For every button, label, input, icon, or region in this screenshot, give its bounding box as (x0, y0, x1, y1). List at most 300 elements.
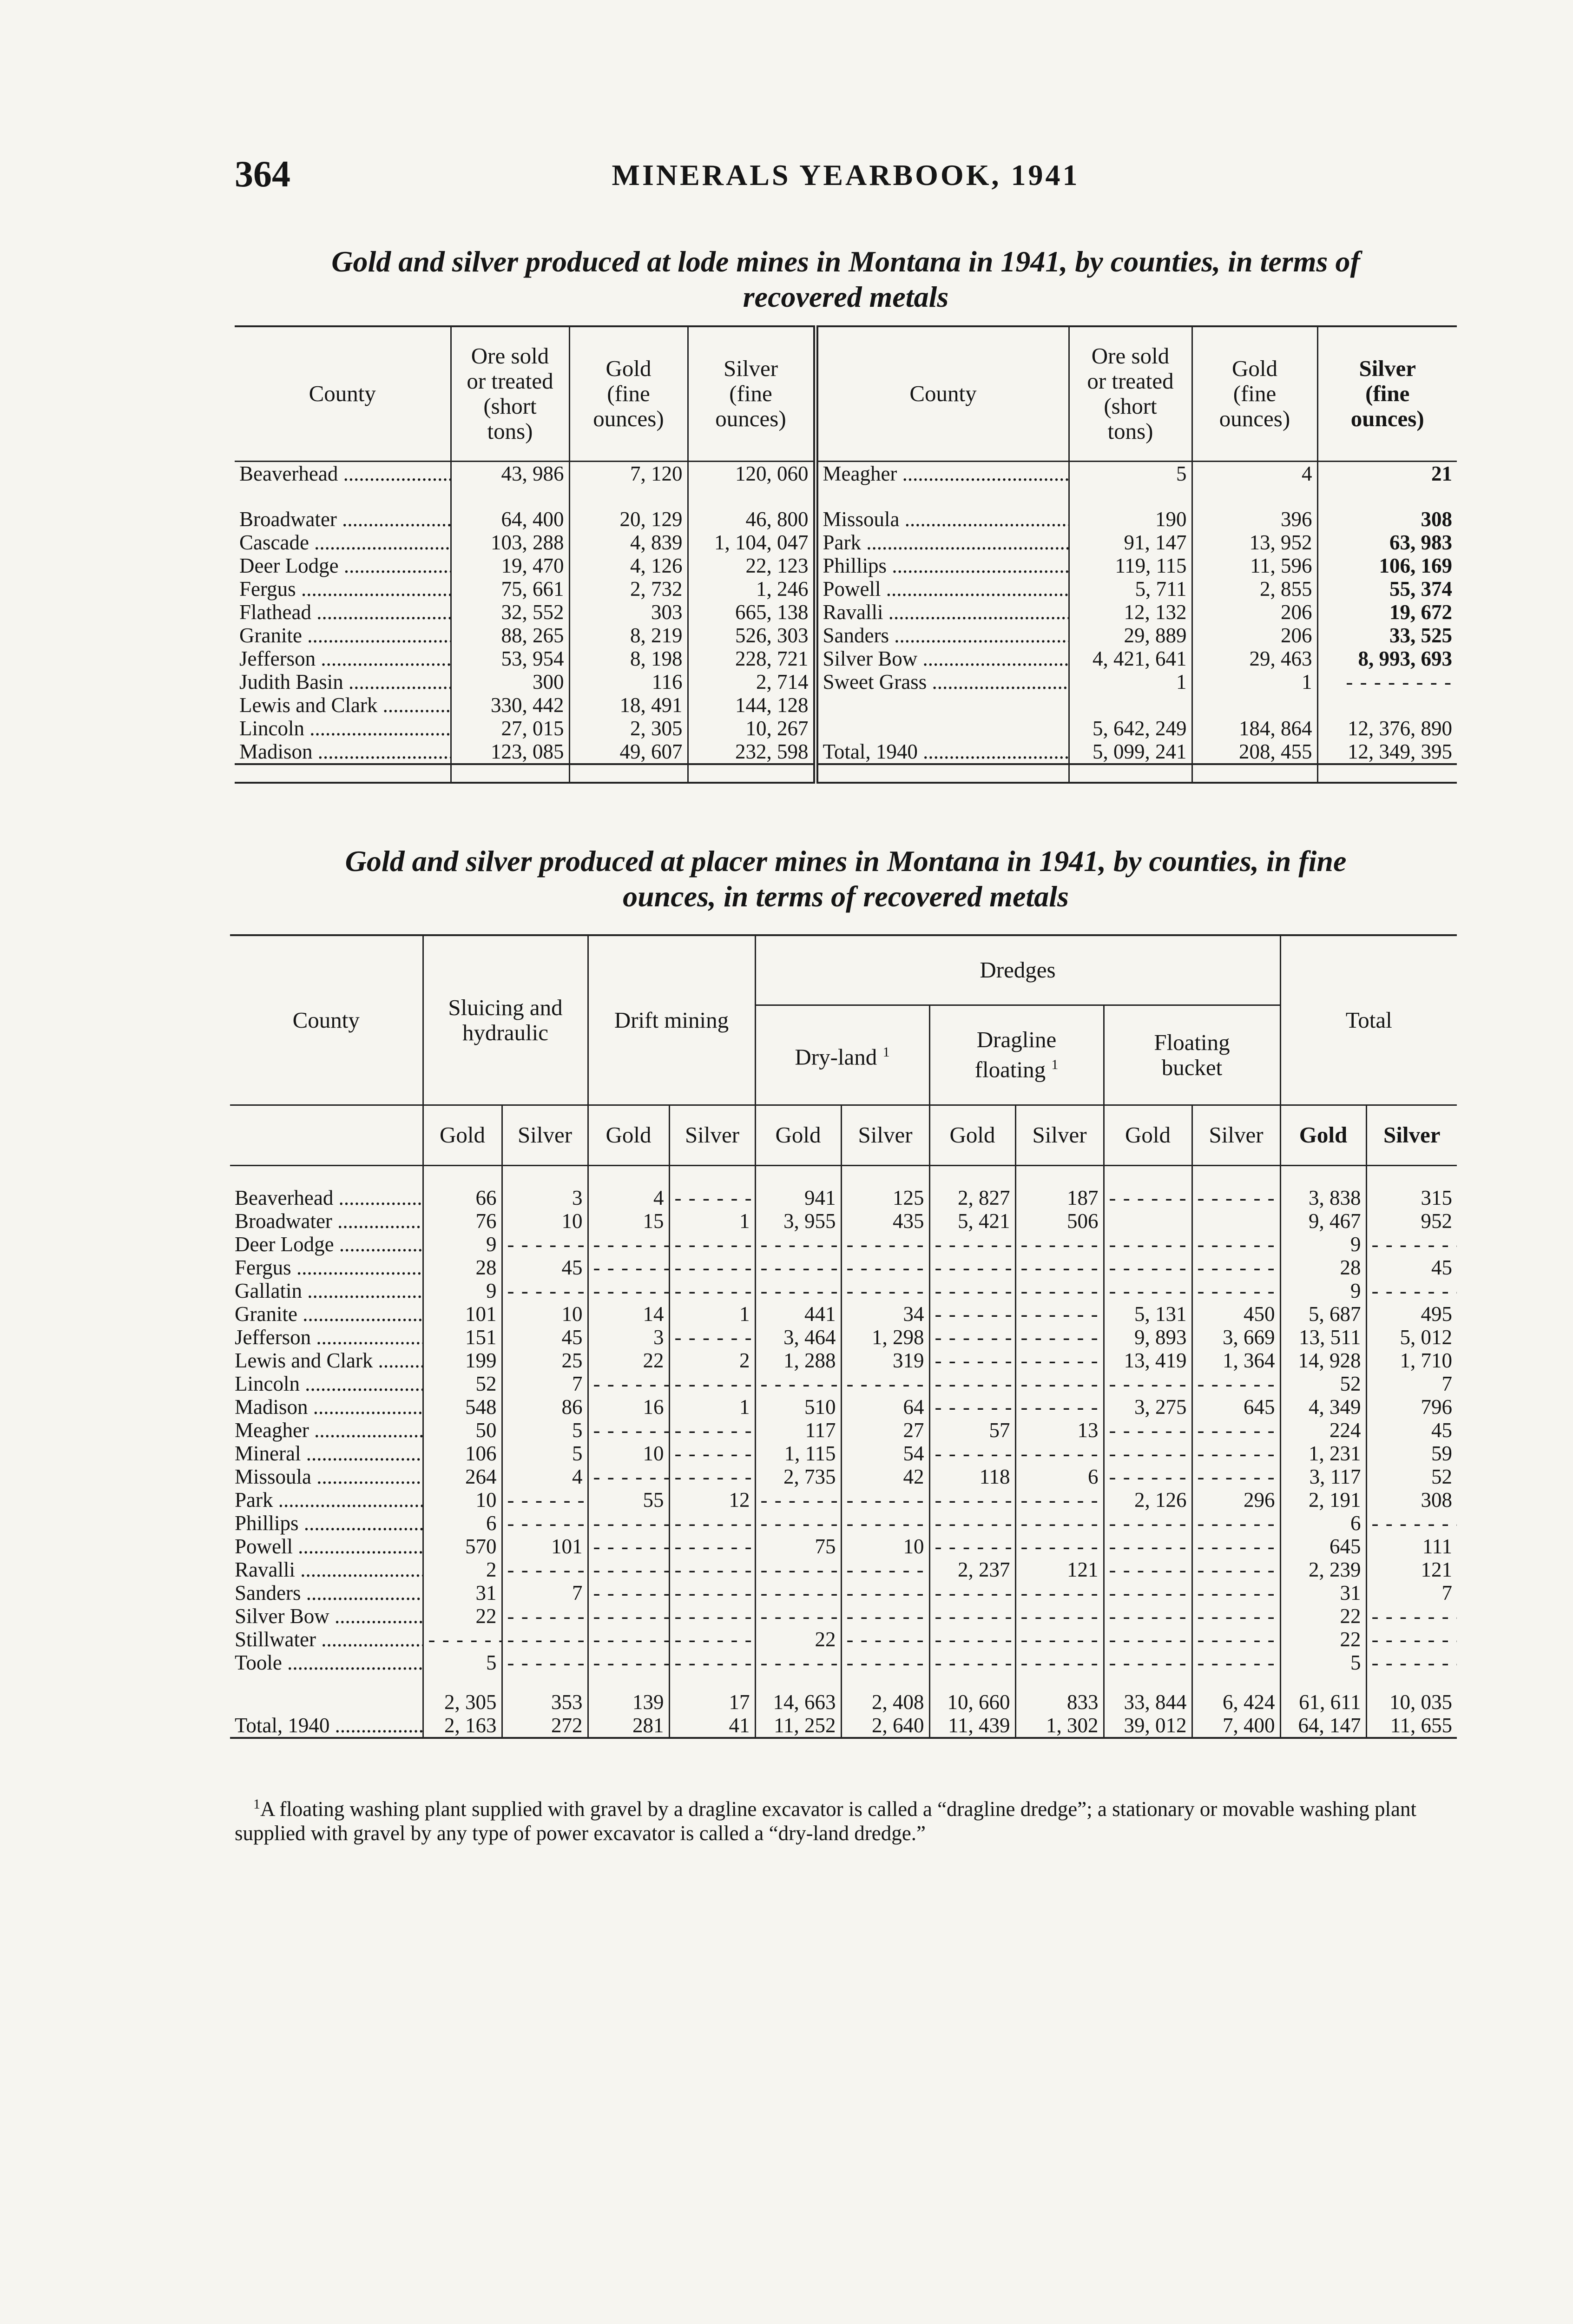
total-1940-cell: 7, 400 (1192, 1714, 1280, 1738)
dash-placeholder (669, 1465, 755, 1488)
blank-cell (1192, 764, 1317, 783)
total-silver: 12, 376, 890 (1317, 717, 1457, 740)
silver-cell: 106, 169 (1317, 554, 1457, 577)
county-name: Powell ..... (230, 1535, 423, 1558)
value-cell: 12 (669, 1488, 755, 1512)
total-1940-cell: 11, 439 (929, 1714, 1015, 1738)
value-cell: 45 (502, 1256, 588, 1279)
lode-row (235, 577, 1457, 601)
lode-row (235, 601, 1457, 624)
dash-placeholder (588, 1628, 669, 1651)
lode-row (235, 647, 1457, 670)
blank-cell (502, 1165, 588, 1186)
gold-cell: 20, 129 (569, 508, 688, 531)
gold-cell: 206 (1192, 601, 1317, 624)
dash-placeholder (1192, 1186, 1280, 1209)
gold-col-header: Gold (423, 1105, 502, 1165)
silver-col-header: Silver (1015, 1105, 1104, 1165)
total-cell: 10, 035 (1366, 1690, 1457, 1714)
dash-placeholder (1015, 1581, 1104, 1604)
value-cell: 118 (929, 1465, 1015, 1488)
gold-cell: 7, 120 (569, 461, 688, 508)
dash-placeholder (1366, 1604, 1457, 1628)
value-cell: 22 (755, 1628, 841, 1651)
placer-row (230, 1558, 1457, 1581)
dash-placeholder (1015, 1326, 1104, 1349)
value-cell: 9 (423, 1233, 502, 1256)
county-name: Park ..... (816, 531, 1069, 554)
silver-cell: 46, 800 (688, 508, 816, 531)
county-name: Fergus ..... (235, 577, 451, 601)
ore-cell: 4, 421, 641 (1069, 647, 1192, 670)
placer-title-line1: Gold and silver produced at placer mines in Montana in 1941, by counties, in fine (345, 845, 1347, 878)
silver-cell: 21 (1317, 461, 1457, 508)
ore-cell: 27, 015 (451, 717, 569, 740)
dash-placeholder (1015, 1233, 1104, 1256)
dash-placeholder (1015, 1512, 1104, 1535)
value-cell: 645 (1280, 1535, 1366, 1558)
blank-cell (1104, 1674, 1192, 1690)
gold-cell: 13, 952 (1192, 531, 1317, 554)
value-cell: 10 (502, 1302, 588, 1326)
total-ore: 5, 642, 249 (1069, 717, 1192, 740)
dash-placeholder (841, 1372, 929, 1395)
county-name: Judith Basin ..... (235, 670, 451, 693)
value-cell: 3, 464 (755, 1326, 841, 1349)
dash-placeholder (755, 1256, 841, 1279)
value-cell: 10 (841, 1535, 929, 1558)
dash-placeholder (669, 1581, 755, 1604)
gold-cell: 4 (1192, 461, 1317, 508)
dash-placeholder (929, 1395, 1015, 1419)
blank-cell (1192, 1165, 1280, 1186)
lode-table-title (235, 244, 1457, 315)
county-name: Deer Lodge ..... (235, 554, 451, 577)
spacer-row (230, 1674, 1457, 1690)
total-cell: 14, 663 (755, 1690, 841, 1714)
value-cell: 2 (669, 1349, 755, 1372)
value-cell: 28 (1280, 1256, 1366, 1279)
ore-cell: 190 (1069, 508, 1192, 531)
placer-total-row (230, 1690, 1457, 1714)
dash-placeholder (1015, 1488, 1104, 1512)
value-cell: 25 (502, 1349, 588, 1372)
county-name: Deer Lodge ..... (230, 1233, 423, 1256)
dash-placeholder (588, 1651, 669, 1674)
dash-placeholder (588, 1604, 669, 1628)
value-cell: 5 (502, 1419, 588, 1442)
value-cell: 506 (1015, 1209, 1104, 1233)
silver-cell: 120, 060 (688, 461, 816, 508)
blank-cell (1366, 1165, 1457, 1186)
dash-placeholder (929, 1628, 1015, 1651)
placer-title-line2: ounces, in terms of recovered metals (623, 880, 1069, 913)
dash-placeholder (502, 1558, 588, 1581)
county-name: Meagher ..... (230, 1419, 423, 1442)
ore-cell: 5 (1069, 461, 1192, 508)
county-name: Sanders ..... (230, 1581, 423, 1604)
dash-placeholder (669, 1558, 755, 1581)
blank-cell (1069, 764, 1192, 783)
county-name: Missoula ..... (230, 1465, 423, 1488)
dash-placeholder (929, 1349, 1015, 1372)
value-cell: 42 (841, 1465, 929, 1488)
placer-total-header: Total (1280, 935, 1457, 1105)
value-cell: 125 (841, 1186, 929, 1209)
silver-col-header: Silver (1192, 1105, 1280, 1165)
blank-cell (1317, 693, 1457, 717)
value-cell: 22 (588, 1349, 669, 1372)
dash-placeholder (502, 1233, 588, 1256)
placer-row (230, 1488, 1457, 1512)
value-cell: 5, 687 (1280, 1302, 1366, 1326)
value-cell: 5, 012 (1366, 1326, 1457, 1349)
total-1940-cell: 281 (588, 1714, 669, 1738)
blank-cell (1192, 693, 1317, 717)
silver-cell: 2, 714 (688, 670, 816, 693)
value-cell: 9 (423, 1279, 502, 1302)
county-name: Powell ..... (816, 577, 1069, 601)
blank-cell (1280, 1165, 1366, 1186)
total-cell: 17 (669, 1690, 755, 1714)
value-cell: 5 (1280, 1651, 1366, 1674)
blank-cell (1366, 1674, 1457, 1690)
gold-cell: 396 (1192, 508, 1317, 531)
lode-gold-header: Gold (fine ounces) (569, 326, 688, 461)
ore-cell: 64, 400 (451, 508, 569, 531)
dash-placeholder (1104, 1465, 1192, 1488)
county-name: Broadwater ..... (235, 508, 451, 531)
dash-placeholder (1104, 1628, 1192, 1651)
total-1940-cell: 2, 163 (423, 1714, 502, 1738)
county-name: Beaverhead ..... (235, 461, 451, 508)
dash-placeholder (755, 1558, 841, 1581)
county-name: Granite ..... (235, 624, 451, 647)
silver-cell: 228, 721 (688, 647, 816, 670)
dash-placeholder (1317, 670, 1457, 693)
county-name: Stillwater ..... (230, 1628, 423, 1651)
value-cell: 319 (841, 1349, 929, 1372)
value-cell: 315 (1366, 1186, 1457, 1209)
dash-placeholder (502, 1512, 588, 1535)
silver-col-header: Silver (502, 1105, 588, 1165)
dash-placeholder (669, 1651, 755, 1674)
value-cell: 435 (841, 1209, 929, 1233)
silver-cell: 144, 128 (688, 693, 816, 717)
total-cell: 353 (502, 1690, 588, 1714)
ore-cell: 53, 954 (451, 647, 569, 670)
value-cell: 54 (841, 1442, 929, 1465)
value-cell: 2 (423, 1558, 502, 1581)
total-1940-gold: 208, 455 (1192, 740, 1317, 764)
ore-cell: 29, 889 (1069, 624, 1192, 647)
dash-placeholder (841, 1488, 929, 1512)
value-cell: 7 (1366, 1372, 1457, 1395)
placer-row (230, 1628, 1457, 1651)
dash-placeholder (841, 1581, 929, 1604)
placer-floating-header: Floating bucket (1104, 1005, 1280, 1105)
ore-cell: 119, 115 (1069, 554, 1192, 577)
dash-placeholder (1104, 1186, 1192, 1209)
ore-cell: 19, 470 (451, 554, 569, 577)
value-cell: 6 (423, 1512, 502, 1535)
placer-row (230, 1512, 1457, 1535)
placer-row (230, 1442, 1457, 1465)
value-cell: 1 (669, 1209, 755, 1233)
silver-cell: 55, 374 (1317, 577, 1457, 601)
dash-placeholder (929, 1442, 1015, 1465)
value-cell: 3, 669 (1192, 1326, 1280, 1349)
silver-col-header: Silver (841, 1105, 929, 1165)
dash-placeholder (1015, 1279, 1104, 1302)
blank-cell (1280, 1674, 1366, 1690)
value-cell: 31 (423, 1581, 502, 1604)
value-cell: 9, 893 (1104, 1326, 1192, 1349)
total-cell: 139 (588, 1690, 669, 1714)
ore-cell: 300 (451, 670, 569, 693)
dash-placeholder (588, 1465, 669, 1488)
running-head: MINERALS YEARBOOK, 1941 (612, 158, 1080, 191)
footnote-mark: 1 (253, 1796, 260, 1812)
ore-cell: 32, 552 (451, 601, 569, 624)
placer-row (230, 1233, 1457, 1256)
placer-dragline-header: Dragline floating $^1$ (929, 1005, 1104, 1105)
dash-placeholder (929, 1279, 1015, 1302)
total-cell: 6, 424 (1192, 1690, 1280, 1714)
blank-cell (669, 1674, 755, 1690)
ore-cell: 75, 661 (451, 577, 569, 601)
value-cell: 34 (841, 1302, 929, 1326)
blank-cell (841, 1674, 929, 1690)
total-1940-cell: 1, 302 (1015, 1714, 1104, 1738)
dash-placeholder (755, 1581, 841, 1604)
dash-placeholder (1104, 1233, 1192, 1256)
blank-cell (230, 1165, 423, 1186)
gold-cell: 303 (569, 601, 688, 624)
lode-row (235, 531, 1457, 554)
county-name: Park ..... (230, 1488, 423, 1512)
county-name: Meagher ..... (816, 461, 1069, 508)
county-name: Granite ..... (230, 1302, 423, 1326)
gold-cell: 1 (1192, 670, 1317, 693)
placer-row (230, 1256, 1457, 1279)
value-cell: 13, 419 (1104, 1349, 1192, 1372)
blank-cell (841, 1165, 929, 1186)
lode-row (235, 670, 1457, 693)
blank-cell (929, 1674, 1015, 1690)
lode-silver-header-right: Silver (fine ounces) (1317, 326, 1457, 461)
dash-placeholder (1192, 1651, 1280, 1674)
dash-placeholder (929, 1372, 1015, 1395)
lode-silver-header: Silver (fine ounces) (688, 326, 816, 461)
value-cell: 6 (1015, 1465, 1104, 1488)
county-name: Silver Bow ..... (230, 1604, 423, 1628)
silver-cell: 665, 138 (688, 601, 816, 624)
dash-placeholder (1192, 1512, 1280, 1535)
placer-row (230, 1465, 1457, 1488)
silver-cell: 1, 246 (688, 577, 816, 601)
ore-cell: 103, 288 (451, 531, 569, 554)
silver-cell: 10, 267 (688, 717, 816, 740)
value-cell: 3 (588, 1326, 669, 1349)
dash-placeholder (1015, 1628, 1104, 1651)
value-cell: 28 (423, 1256, 502, 1279)
lode-gold-header-right: Gold (fine ounces) (1192, 326, 1317, 461)
total-cell: 2, 305 (423, 1690, 502, 1714)
value-cell: 4, 349 (1280, 1395, 1366, 1419)
dash-placeholder (755, 1279, 841, 1302)
placer-drift-header: Drift mining (588, 935, 755, 1105)
value-cell: 16 (588, 1395, 669, 1419)
blank-cell (230, 1674, 423, 1690)
blank-cell (1192, 1209, 1280, 1233)
placer-row (230, 1395, 1457, 1419)
value-cell: 5 (423, 1651, 502, 1674)
dash-placeholder (1104, 1419, 1192, 1442)
dash-placeholder (669, 1372, 755, 1395)
dash-placeholder (1192, 1535, 1280, 1558)
dash-placeholder (1192, 1581, 1280, 1604)
silver-col-header: Silver (1366, 1105, 1457, 1165)
dash-placeholder (669, 1512, 755, 1535)
value-cell: 4 (502, 1465, 588, 1488)
dash-placeholder (929, 1233, 1015, 1256)
dash-placeholder (1366, 1279, 1457, 1302)
page-number: 364 (235, 154, 290, 195)
county-name: Jefferson ..... (230, 1326, 423, 1349)
value-cell: 22 (423, 1604, 502, 1628)
blank-cell (451, 764, 569, 783)
county-name: Cascade ..... (235, 531, 451, 554)
placer-row (230, 1302, 1457, 1326)
value-cell: 10 (502, 1209, 588, 1233)
county-name: Lewis and Clark ..... (235, 693, 451, 717)
blank-cell (569, 764, 688, 783)
dash-placeholder (1104, 1442, 1192, 1465)
dash-placeholder (1104, 1651, 1192, 1674)
dash-placeholder (929, 1581, 1015, 1604)
value-cell: 796 (1366, 1395, 1457, 1419)
value-cell: 2, 735 (755, 1465, 841, 1488)
value-cell: 570 (423, 1535, 502, 1558)
dash-placeholder (669, 1442, 755, 1465)
value-cell: 3 (502, 1186, 588, 1209)
value-cell: 14 (588, 1302, 669, 1326)
dash-placeholder (1015, 1535, 1104, 1558)
total-cell: 2, 408 (841, 1690, 929, 1714)
value-cell: 1 (669, 1395, 755, 1419)
dash-placeholder (423, 1628, 502, 1651)
value-cell: 199 (423, 1349, 502, 1372)
blank-cell (816, 693, 1069, 717)
placer-table-title (235, 844, 1457, 914)
placer-row (230, 1535, 1457, 1558)
lode-row (235, 508, 1457, 531)
value-cell: 645 (1192, 1395, 1280, 1419)
dash-placeholder (929, 1326, 1015, 1349)
silver-cell: 8, 993, 693 (1317, 647, 1457, 670)
dash-placeholder (1192, 1465, 1280, 1488)
value-cell: 5, 421 (929, 1209, 1015, 1233)
dash-placeholder (755, 1372, 841, 1395)
value-cell: 76 (423, 1209, 502, 1233)
placer-county-header: County (230, 935, 423, 1105)
ore-cell: 1 (1069, 670, 1192, 693)
value-cell: 45 (502, 1326, 588, 1349)
value-cell: 22 (1280, 1628, 1366, 1651)
gold-cell: 2, 305 (569, 717, 688, 740)
dash-placeholder (929, 1535, 1015, 1558)
value-cell: 2, 239 (1280, 1558, 1366, 1581)
silver-cell: 1, 104, 047 (688, 531, 816, 554)
gold-cell: 4, 839 (569, 531, 688, 554)
value-cell: 52 (1280, 1372, 1366, 1395)
value-cell: 2, 827 (929, 1186, 1015, 1209)
dash-placeholder (588, 1535, 669, 1558)
ore-cell: 43, 986 (451, 461, 569, 508)
value-cell: 1, 115 (755, 1442, 841, 1465)
gold-cell: 29, 463 (1192, 647, 1317, 670)
county-name: Toole ..... (230, 1651, 423, 1674)
value-cell: 5 (502, 1442, 588, 1465)
dash-placeholder (588, 1558, 669, 1581)
dash-placeholder (1104, 1604, 1192, 1628)
lode-ore-header-right: Ore sold or treated (short tons) (1069, 326, 1192, 461)
ore-cell: 123, 085 (451, 740, 569, 764)
lode-title-line2: recovered metals (743, 280, 949, 313)
spacer-row (230, 1165, 1457, 1186)
lode-county-header-right: County (816, 326, 1069, 461)
silver-cell: 232, 598 (688, 740, 816, 764)
dash-placeholder (669, 1256, 755, 1279)
value-cell: 308 (1366, 1488, 1457, 1512)
dash-placeholder (841, 1628, 929, 1651)
value-cell: 4 (588, 1186, 669, 1209)
total-cell: 833 (1015, 1690, 1104, 1714)
dash-placeholder (1104, 1256, 1192, 1279)
value-cell: 1, 710 (1366, 1349, 1457, 1372)
value-cell: 9 (1280, 1233, 1366, 1256)
lode-title-line1: Gold and silver produced at lode mines in Montana in 1941, by counties, in terms of (331, 245, 1360, 278)
gold-col-header: Gold (929, 1105, 1015, 1165)
dash-placeholder (1015, 1442, 1104, 1465)
total-1940-cell: 39, 012 (1104, 1714, 1192, 1738)
lode-ore-header: Ore sold or treated (short tons) (451, 326, 569, 461)
value-cell: 111 (1366, 1535, 1457, 1558)
dash-placeholder (588, 1512, 669, 1535)
total-1940-cell: 64, 147 (1280, 1714, 1366, 1738)
gold-col-header: Gold (1280, 1105, 1366, 1165)
value-cell: 2, 237 (929, 1558, 1015, 1581)
value-cell: 9, 467 (1280, 1209, 1366, 1233)
blank-cell (1317, 764, 1457, 783)
lode-bottom-rule (235, 764, 1457, 783)
blank-cell (816, 764, 1069, 783)
value-cell: 441 (755, 1302, 841, 1326)
dash-placeholder (502, 1488, 588, 1512)
value-cell: 7 (502, 1581, 588, 1604)
ore-cell: 88, 265 (451, 624, 569, 647)
value-cell: 2, 191 (1280, 1488, 1366, 1512)
placer-row (230, 1372, 1457, 1395)
value-cell: 952 (1366, 1209, 1457, 1233)
blank-cell (1069, 693, 1192, 717)
dash-placeholder (841, 1651, 929, 1674)
blank-cell (1104, 1209, 1192, 1233)
blank-cell (423, 1165, 502, 1186)
gold-col-header: Gold (1104, 1105, 1192, 1165)
value-cell: 264 (423, 1465, 502, 1488)
